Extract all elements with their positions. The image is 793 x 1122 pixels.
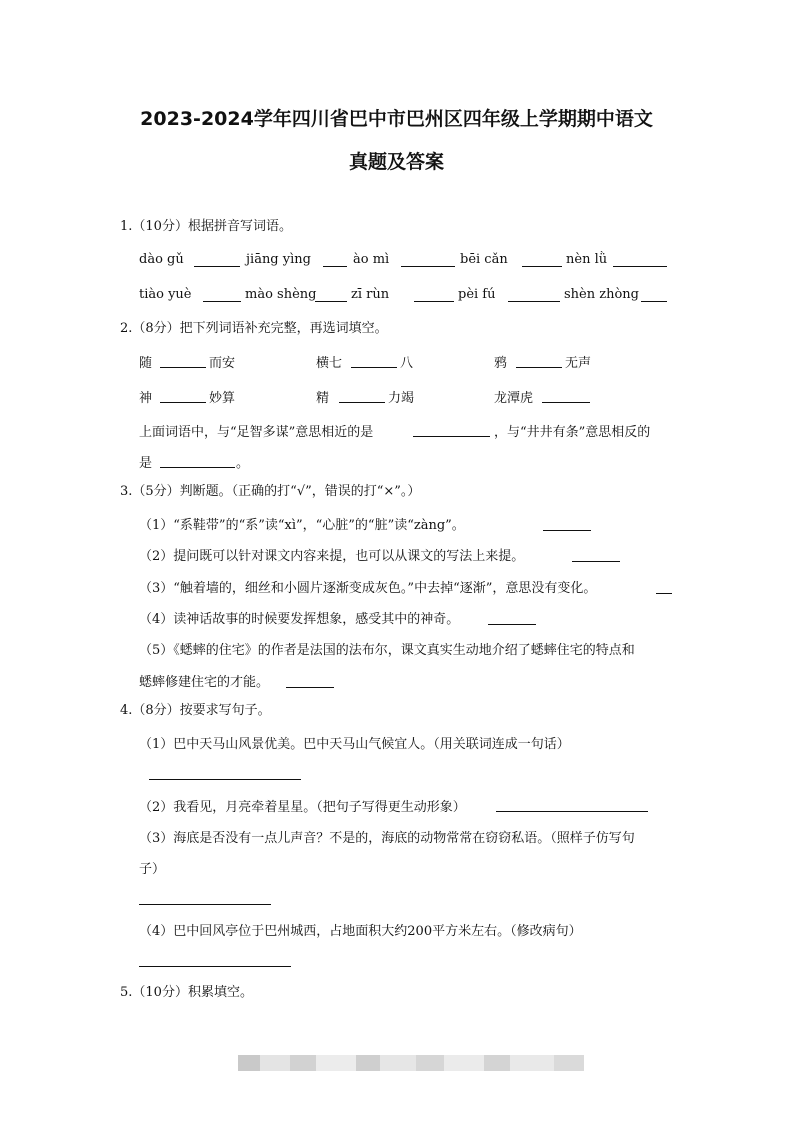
q3-item: （3）“触着墙的，细丝和小圆片逐渐变成灰色。”中去掉“逐渐”，意思没有变化。 (139, 581, 597, 596)
q2-idiom-suffix: 八 (400, 356, 414, 371)
q2-stem: 2.（8分）把下列词语补充完整，再选词填空。 (120, 321, 388, 336)
q1-answer-blank[interactable] (641, 301, 667, 302)
q2-idiom-suffix: 力竭 (388, 391, 415, 406)
q2-idiom-prefix: 神 (139, 391, 153, 406)
q2-idiom-prefix: 精 (316, 391, 330, 406)
q4-answer-line[interactable] (139, 966, 291, 967)
q3-item-continued: 蟋蟀修建住宅的才能。 (139, 675, 270, 690)
q2-idiom-suffix: 妙算 (209, 391, 236, 406)
document-title-line-2: 真题及答案 (348, 151, 444, 173)
document-title-line-1: 2023-2024学年四川省巴中市巴州区四年级上学期期中语文 (140, 108, 653, 130)
q4-stem: 4.（8分）按要求写句子。 (120, 703, 271, 718)
q2-fill-text: 。 (236, 456, 250, 471)
q1-answer-blank[interactable] (401, 266, 455, 267)
q4-item: （2）我看见，月亮牵着星星。（把句子写得更生动形象） (139, 800, 466, 815)
q3-answer-blank[interactable] (488, 624, 536, 625)
q2-idiom-blank[interactable] (339, 402, 385, 403)
q2-fill-blank[interactable] (160, 467, 235, 468)
q2-idiom-prefix: 鸦 (494, 356, 508, 371)
q2-fill-blank[interactable] (413, 436, 490, 437)
q1-pinyin-3: ào mì (353, 252, 390, 267)
q1-pinyin-5: nèn lǜ (566, 252, 608, 267)
q4-item: （4）巴中回风亭位于巴州城西，占地面积大约200平方米左右。（修改病句） (139, 924, 582, 939)
q3-answer-blank[interactable] (572, 561, 620, 562)
q1-pinyin-10: shèn zhòng (564, 287, 639, 302)
q1-pinyin-6: tiào yuè (139, 287, 192, 302)
q1-answer-blank[interactable] (613, 266, 667, 267)
q2-idiom-prefix: 龙潭虎 (494, 391, 534, 406)
q3-answer-blank[interactable] (286, 687, 334, 688)
q2-idiom-suffix: 而安 (209, 356, 236, 371)
q1-answer-blank[interactable] (414, 301, 454, 302)
q3-item: （4）读神话故事的时候要发挥想象，感受其中的神奇。 (139, 612, 460, 627)
q2-idiom-blank[interactable] (542, 402, 590, 403)
q2-idiom-blank[interactable] (160, 367, 206, 368)
q1-pinyin-2: jiāng yìng (246, 252, 311, 267)
q4-answer-line[interactable] (149, 779, 301, 780)
q1-answer-blank[interactable] (194, 266, 240, 267)
q1-answer-blank[interactable] (508, 301, 560, 302)
q4-answer-line[interactable] (139, 904, 271, 905)
q5-stem: 5.（10分）积累填空。 (120, 985, 253, 1000)
q1-pinyin-9: pèi fú (458, 287, 496, 302)
q1-answer-blank[interactable] (203, 301, 241, 302)
q2-fill-text: 是 (139, 456, 153, 471)
q1-pinyin-8: zī rùn (351, 287, 390, 302)
q3-answer-blank[interactable] (656, 593, 672, 594)
q1-pinyin-7: mào shèng (245, 287, 317, 302)
q4-item-continued: 子） (139, 862, 166, 877)
q3-answer-blank[interactable] (543, 530, 591, 531)
q4-item: （1）巴中天马山风景优美。巴中天马山气候宜人。（用关联词连成一句话） (139, 737, 570, 752)
q2-fill-text: 上面词语中，与“足智多谋”意思相近的是 (139, 425, 374, 440)
q1-answer-blank[interactable] (323, 266, 347, 267)
q1-pinyin-1: dào gǔ (139, 252, 184, 267)
q2-idiom-blank[interactable] (516, 367, 562, 368)
q2-fill-text: ，与“井井有条”意思相反的 (494, 425, 651, 440)
q3-item: （1）“系鞋带”的“系”读“xì”，“心脏”的“脏”读“zàng”。 (139, 518, 465, 533)
q2-idiom-prefix: 横七 (316, 356, 343, 371)
q3-stem: 3.（5分）判断题。（正确的打“√”，错误的打“×”。） (120, 484, 421, 499)
q3-item: （2）提问既可以针对课文内容来提，也可以从课文的写法上来提。 (139, 549, 525, 564)
q2-idiom-suffix: 无声 (565, 356, 592, 371)
q1-stem: 1.（10分）根据拼音写词语。 (120, 219, 292, 234)
q2-idiom-blank[interactable] (160, 402, 206, 403)
q1-answer-blank[interactable] (522, 266, 562, 267)
q4-item: （3）海底是否没有一点儿声音？不是的，海底的动物常常在窃窃私语。（照样子仿写句 (139, 831, 635, 846)
q1-answer-blank[interactable] (315, 301, 347, 302)
q4-answer-line[interactable] (496, 811, 648, 812)
blurred-watermark (238, 1055, 584, 1071)
q3-item: （5）《蟋蟀的住宅》的作者是法国的法布尔，课文真实生动地介绍了蟋蟀住宅的特点和 (139, 643, 635, 658)
q2-idiom-blank[interactable] (351, 367, 397, 368)
q1-pinyin-4: bēi cǎn (460, 252, 508, 267)
q2-idiom-prefix: 随 (139, 356, 153, 371)
